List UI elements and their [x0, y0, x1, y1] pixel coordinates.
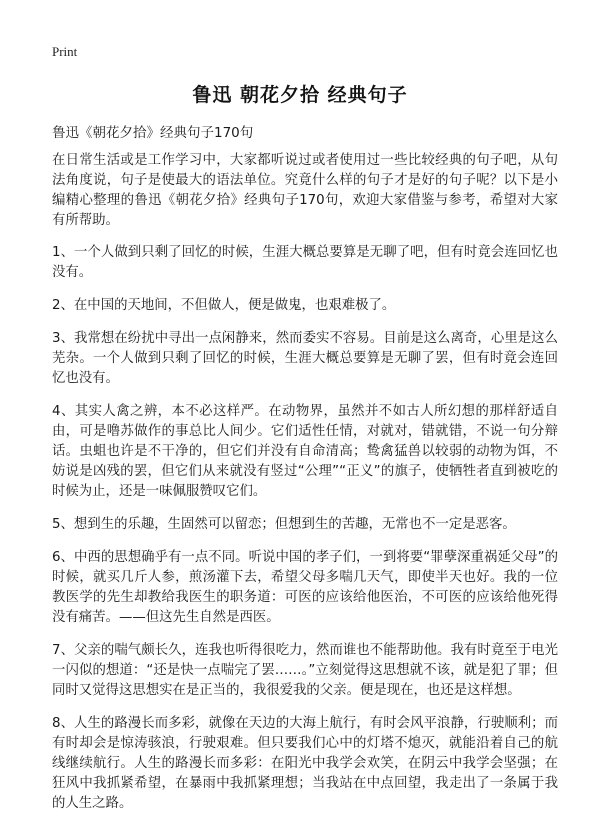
- sentence-paragraph: 4、其实人禽之辨，本不必这样严。在动物界，虽然并不如古人所幻想的那样舒适自由，可是噜苏做作的事总比人间少。它们适性任情，对就对，错就错，不说一句分辩话。虫蛆也许是不干净的，但它们并没有自命清高；鸷禽猛兽以较弱的动物为饵，不妨说是凶残的罢，但它们从来就没有竖过“公理”“正义”的旗子，使牺牲者直到被吃的时候为止，还是一味佩服赞叹它们。: [52, 404, 558, 499]
- document-body: [52, 151, 558, 827]
- sentence-paragraph: 5、想到生的乐趣，生固然可以留恋；但想到生的苦趣，无常也不一定是恶客。: [52, 517, 516, 532]
- sentence-paragraph: 7、父亲的喘气颇长久，连我也听得很吃力，然而谁也不能帮助他。我有时竟至于电光一闪似的想道：“还是快一点喘完了罢……。”立刻觉得这思想就不该，就是犯了罪；但同时又觉得这思想实在是正当的，我很爱我的父亲。便是现在，也还是这样想。: [52, 643, 558, 698]
- sentence-paragraph: 8、人生的路漫长而多彩，就像在天边的大海上航行，有时会风平浪静，行驶顺利；而有时却会是惊涛骇浪，行驶艰难。但只要我们心中的灯塔不熄灭，就能沿着自己的航线继续航行。人生的路漫长而多彩：在阳光中我学会欢笑，在阴云中我学会坚强；在狂风中我抓紧希望，在暴雨中我抓紧理想；当我站在中点回望，我走出了一条属于我的人生之路。: [52, 716, 558, 811]
- sentence-paragraph: 2、在中国的天地间，不但做人，便是做鬼，也艰难极了。: [52, 298, 396, 313]
- page-title: 鲁迅 朝花夕拾 经典句子: [192, 84, 408, 106]
- document-subtitle: 鲁迅《朝花夕拾》经典句子170句: [52, 125, 254, 141]
- sentence-paragraph: 3、我常想在纷扰中寻出一点闲静来，然而委实不容易。目前是这么离奇，心里是这么芜杂。一个人做到只剩了回忆的时候，生涯大概总要算是无聊了罢，但有时竟会连回忆也没有。: [52, 331, 558, 386]
- intro-paragraph: 在日常生活或是工作学习中，大家都听说过或者使用过一些比较经典的句子吧，从句法角度说，句子是使最大的语法单位。究竟什么样的句子才是好的句子呢？以下是小编精心整理的鲁迅《朝花夕拾》经典句子170句，欢迎大家借鉴与参考，希望对大家有所帮助。: [52, 153, 558, 228]
- print-label[interactable]: Print: [52, 44, 78, 59]
- sentence-paragraph: 1、一个人做到只剩了回忆的时候，生涯大概总要算是无聊了吧，但有时竟会连回忆也没有。: [52, 245, 558, 280]
- sentence-paragraph: 6、中西的思想确乎有一点不同。听说中国的孝子们，一到将要“罪孽深重祸延父母”的时候，就买几斤人参，煎汤灌下去，希望父母多喘几天气，即使半天也好。我的一位教医学的先生却教给我医生的职务道：可医的应该给他医治，不可医的应该给他死得没有痛苦。——但这先生自然是西医。: [52, 550, 558, 625]
